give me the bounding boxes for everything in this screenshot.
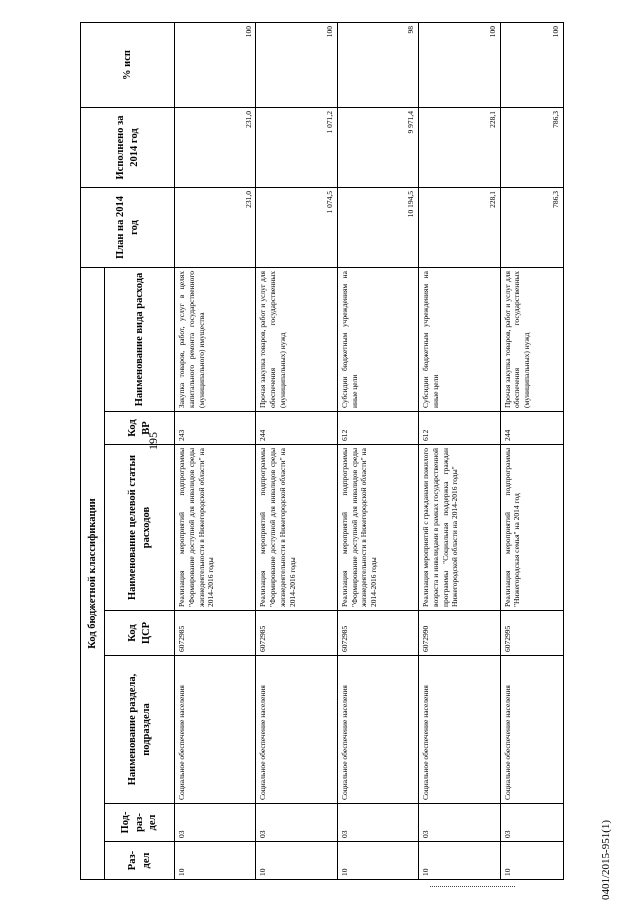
header-csr: Код ЦСР: [105, 611, 175, 656]
cell-razdel: 10: [256, 842, 337, 880]
footer-dotted-line: [430, 886, 515, 887]
cell-razdel-name: Социальное обеспечение населения: [419, 656, 500, 804]
header-vr: Код ВР: [105, 412, 175, 445]
table-row: [419, 22, 500, 879]
header-csr-name: Наименование целевой статьи расходов: [105, 445, 175, 611]
cell-csr-name: Реализация мероприятий подпрограммы "Формирование доступной для инвалидов среды жизнедеятельности в Нижегородской области" на 2014-2016 годы: [337, 445, 418, 611]
cell-razdel-name: Социальное обеспечение населения: [500, 656, 563, 804]
page-number: 195: [146, 432, 160, 450]
header-podrazdel: Под-раз-дел: [105, 804, 175, 842]
cell-vr: 244: [256, 412, 337, 445]
cell-razdel: 10: [419, 842, 500, 880]
header-razdel-name: Наименование раздела, подраздела: [105, 656, 175, 804]
budget-table: [80, 22, 564, 880]
document-number: 0401/2015-951(1): [600, 819, 612, 900]
cell-percent: 100: [419, 22, 500, 107]
cell-podrazdel: 03: [419, 804, 500, 842]
table-row: [500, 22, 563, 879]
cell-csr: 6072985: [337, 611, 418, 656]
cell-plan: 228,1: [419, 187, 500, 267]
cell-vr-name: Субсидии бюджетным учреждениям на иные цели: [419, 267, 500, 411]
table-row: [256, 22, 337, 879]
cell-podrazdel: 03: [175, 804, 256, 842]
group-header: Код бюджетной классификации: [81, 267, 105, 879]
cell-vr: 244: [500, 412, 563, 445]
cell-executed: 231,0: [175, 107, 256, 187]
cell-vr: 612: [337, 412, 418, 445]
header-plan: План на 2014 год: [81, 187, 175, 267]
cell-percent: 100: [500, 22, 563, 107]
cell-csr-name: Реализация мероприятий подпрограммы "Формирование доступной для инвалидов среды жизнедеятельности в Нижегородской области" на 2014-2016 годы: [256, 445, 337, 611]
cell-razdel: 10: [337, 842, 418, 880]
cell-vr: 612: [419, 412, 500, 445]
cell-csr-name: Реализация мероприятий подпрограммы "Формирование доступной для инвалидов среды жизнедеятельности в Нижегородской области" на 2014-2016 годы: [175, 445, 256, 611]
cell-podrazdel: 03: [500, 804, 563, 842]
cell-plan: 231,0: [175, 187, 256, 267]
cell-executed: 786,3: [500, 107, 563, 187]
cell-podrazdel: 03: [337, 804, 418, 842]
cell-razdel-name: Социальное обеспечение населения: [337, 656, 418, 804]
cell-plan: 10 194,5: [337, 187, 418, 267]
cell-csr-name: Реализация мероприятий подпрограммы "Нижегородская семья" на 2014 год: [500, 445, 563, 611]
table-row: [337, 22, 418, 879]
cell-csr-name: Реализация мероприятий с гражданами пожилого возраста и инвалидами в рамках государственной программы "Социальная поддержка граждан Нижегородской области на 2014-2016 годы": [419, 445, 500, 611]
rotated-table-container: [80, 23, 564, 880]
cell-razdel: 10: [175, 842, 256, 880]
cell-percent: 100: [175, 22, 256, 107]
cell-vr-name: Субсидии бюджетным учреждениям на иные цели: [337, 267, 418, 411]
cell-vr: 243: [175, 412, 256, 445]
cell-csr: 6072985: [175, 611, 256, 656]
cell-percent: 100: [256, 22, 337, 107]
cell-csr: 6072990: [419, 611, 500, 656]
table-row: [175, 22, 256, 879]
cell-executed: 228,1: [419, 107, 500, 187]
cell-percent: 98: [337, 22, 418, 107]
cell-razdel-name: Социальное обеспечение населения: [256, 656, 337, 804]
header-vr-name: Наименование вида расхода: [105, 267, 175, 411]
cell-razdel: 10: [500, 842, 563, 880]
cell-executed: 9 971,4: [337, 107, 418, 187]
cell-plan: 1 074,5: [256, 187, 337, 267]
cell-executed: 1 071,2: [256, 107, 337, 187]
cell-csr: 6072995: [500, 611, 563, 656]
cell-csr: 6072985: [256, 611, 337, 656]
header-executed: Исполнено за 2014 год: [81, 107, 175, 187]
cell-vr-name: Закупка товаров, работ, услуг в целях капитального ремонта государственного (муниципального) имущества: [175, 267, 256, 411]
header-razdel: Раз-дел: [105, 842, 175, 880]
cell-plan: 786,3: [500, 187, 563, 267]
cell-razdel-name: Социальное обеспечение населения: [175, 656, 256, 804]
cell-vr-name: Прочая закупка товаров, работ и услуг для обеспечения государственных (муниципальных) нужд: [500, 267, 563, 411]
header-percent: % исп: [81, 22, 175, 107]
cell-podrazdel: 03: [256, 804, 337, 842]
cell-vr-name: Прочая закупка товаров, работ и услуг для обеспечения государственных (муниципальных) нужд: [256, 267, 337, 411]
